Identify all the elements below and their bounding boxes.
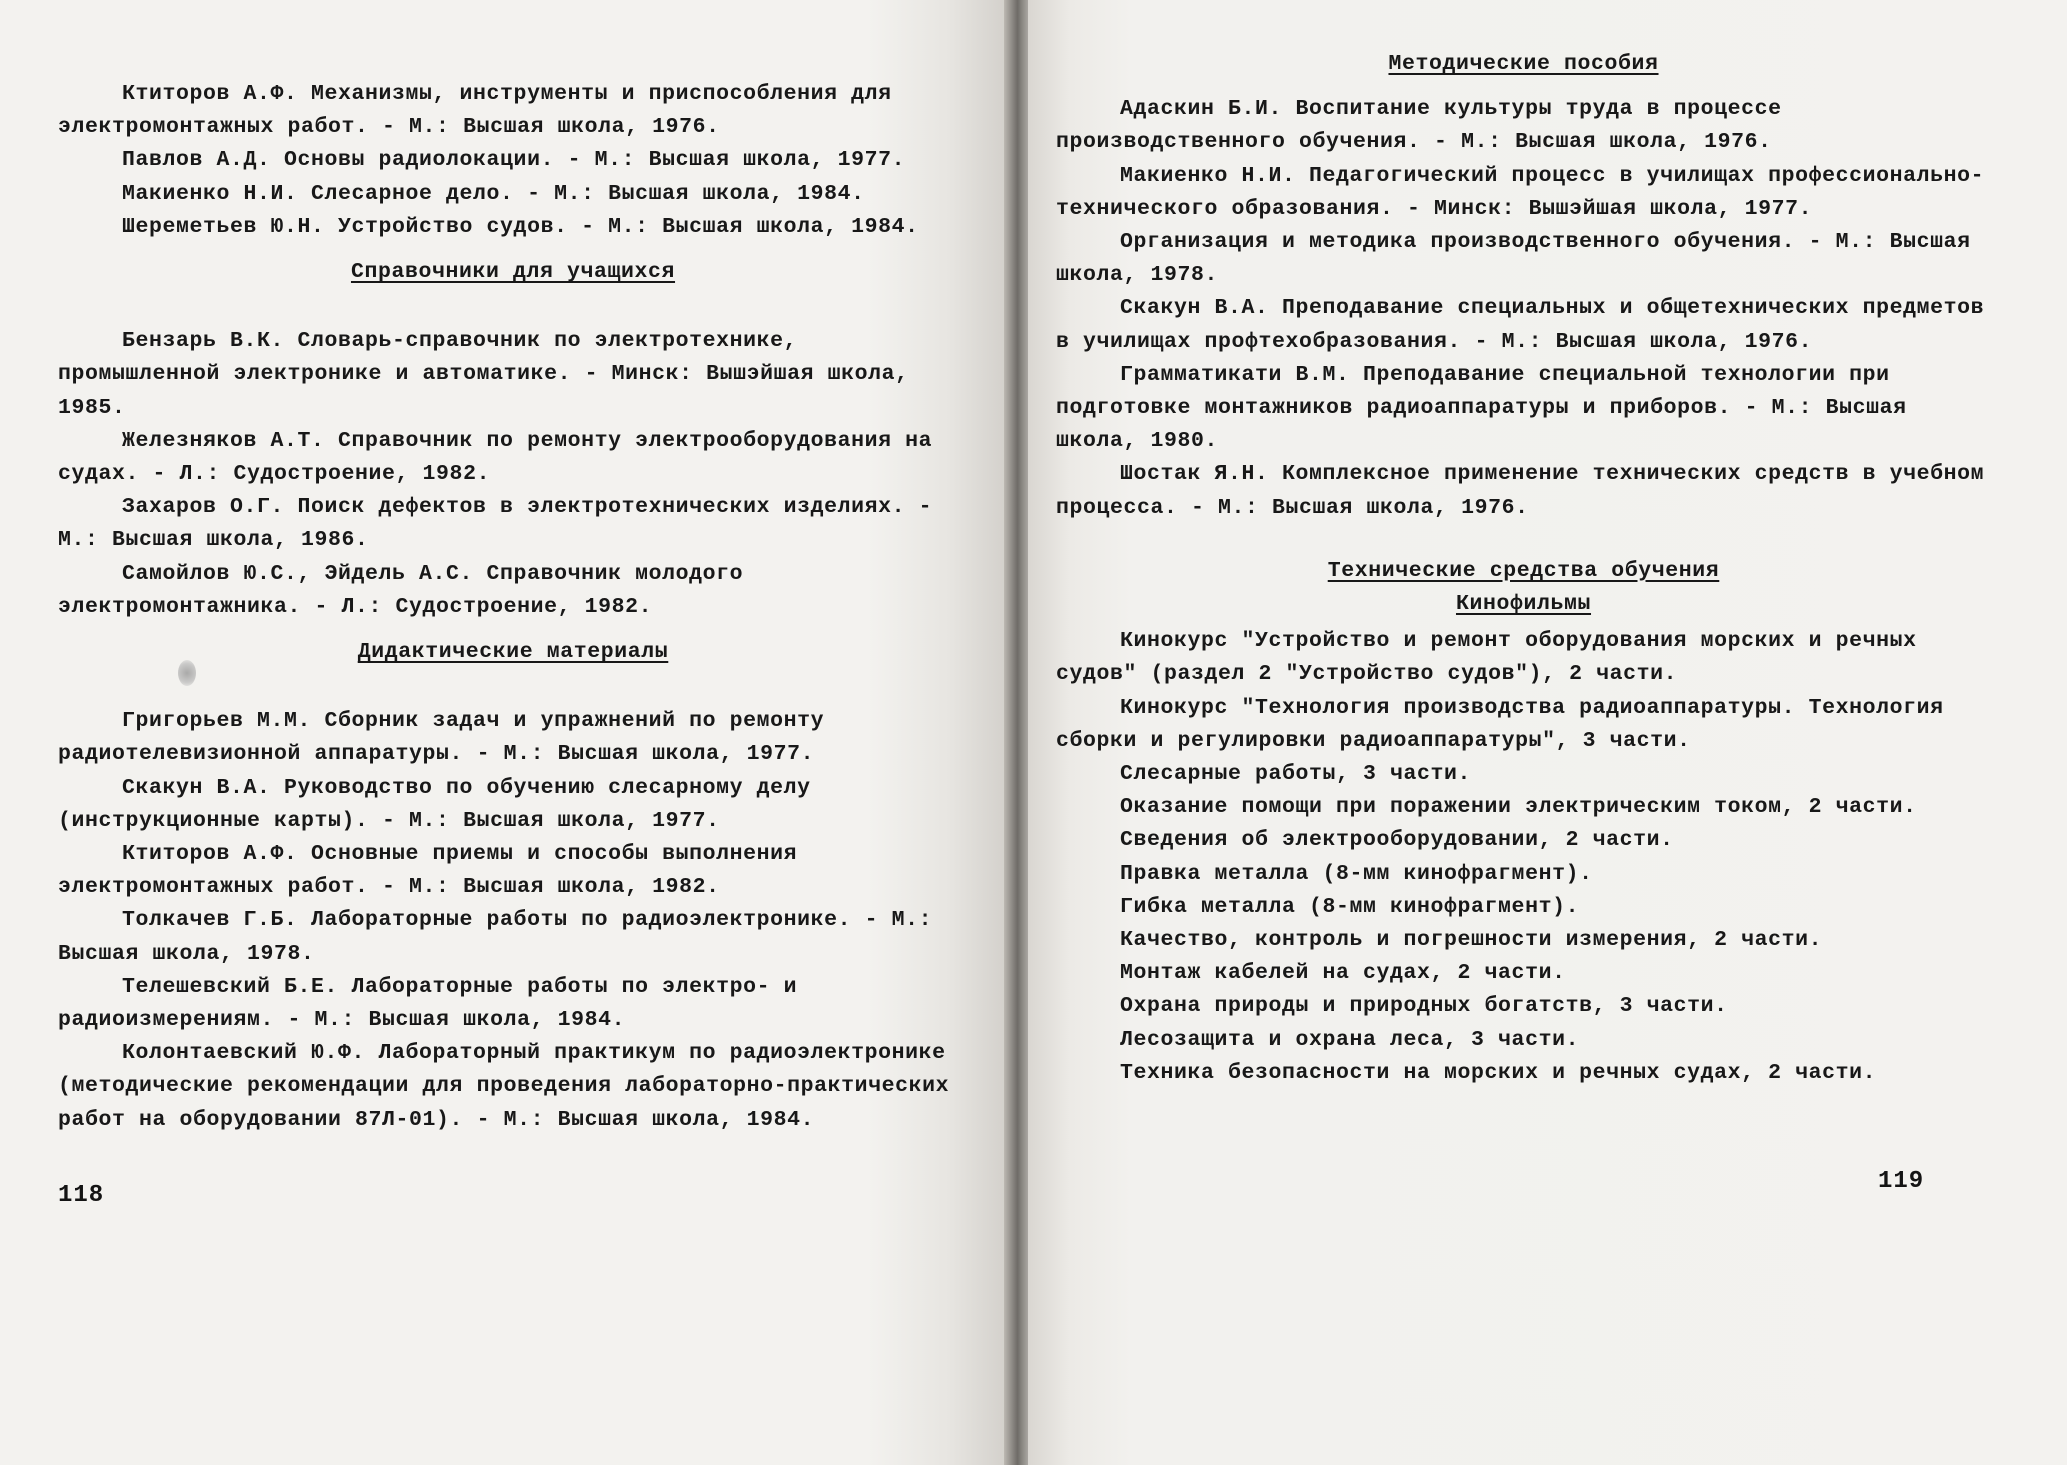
film-entry: Кинокурс "Устройство и ремонт оборудования морских и речных судов" (раздел 2 "Устройство судов"), 2 части.	[1056, 629, 1917, 687]
film-entry: Техника безопасности на морских и речных судах, 2 части.	[1120, 1060, 1877, 1085]
page-number-right: 119	[1878, 1168, 1925, 1195]
reference-entry: Шостак Я.Н. Комплексное применение технических средств в учебном процесса. - М.: Высшая школа, 1976.	[1056, 462, 1985, 520]
section-title-tech-means	[1056, 555, 1991, 621]
film-entry: Охрана природы и природных богатств, 3 части.	[1120, 994, 1728, 1019]
film-entry: Качество, контроль и погрешности измерения, 2 части.	[1120, 928, 1823, 953]
right-page	[1028, 0, 2067, 1465]
reference-entry: Телешевский Б.Е. Лабораторные работы по электро- и радиоизмерениям. - М.: Высшая школа, 1984.	[58, 974, 798, 1033]
reference-entry: Адаскин Б.И. Воспитание культуры труда в процессе производственного обучения. - М.: Высшая школа, 1976.	[1056, 97, 1782, 155]
film-entry: Кинокурс "Технология производства радиоаппаратуры. Технология сборки и регулировки радиоаппаратуры", 3 части.	[1056, 695, 1944, 753]
film-entry: Гибка металла (8-мм кинофрагмент).	[1120, 894, 1580, 919]
reference-entry: Скакун В.А. Преподавание специальных и общетехнических предметов в училищах профтехобразования. - М.: Высшая школа, 1976.	[1056, 296, 1985, 354]
reference-entry: Ктиторов А.Ф. Основные приемы и способы выполнения электромонтажных работ. - М.: Высшая школа, 1982.	[58, 842, 798, 900]
film-entry: Слесарные работы, 3 части.	[1120, 762, 1472, 787]
section-title-handbooks: Справочники для учащихся	[350, 260, 676, 285]
reference-entry: Скакун В.А. Руководство по обучению слесарному делу (инструкционные карты). - М.: Высшая школа, 1977.	[58, 775, 811, 833]
reference-entry: Ктиторов А.Ф. Механизмы, инструменты и приспособления для электромонтажных работ. - М.: Высшая школа, 1976.	[58, 82, 892, 140]
reference-entry: Грамматикати В.М. Преподавание специальной технологии при подготовке монтажников радиоаппаратуры и приборов. - М.: Высшая школа, 1980.	[1056, 362, 1907, 454]
reference-entry: Макиенко Н.И. Педагогический процесс в училищах профессионально-технического образования. - Минск: Вышэйшая школа, 1977.	[1056, 163, 1985, 221]
reference-entry: Макиенко Н.И. Слесарное дело. - М.: Высшая школа, 1984.	[122, 181, 865, 206]
film-entry: Правка металла (8-мм кинофрагмент).	[1120, 861, 1593, 886]
reference-entry: Бензарь В.К. Словарь-справочник по электротехнике, промышленной электронике и автоматике. - Минск: Вышэйшая школа, 1985.	[58, 329, 909, 420]
reference-entry: Павлов А.Д. Основы радиолокации. - М.: Высшая школа, 1977.	[122, 148, 906, 173]
film-entry: Оказание помощи при поражении электрическим током, 2 части.	[1120, 795, 1917, 820]
film-entry: Монтаж кабелей на судах, 2 части.	[1120, 961, 1566, 986]
film-entry: Сведения об электрооборудовании, 2 части.	[1120, 828, 1674, 853]
section-title-didactic: Дидактические материалы	[357, 640, 669, 665]
left-page-text	[58, 78, 968, 1137]
reference-entry: Колонтаевский Ю.Ф. Лабораторный практикум по радиоэлектронике (методические рекомендации для проведения лабораторно-практических работ на оборудовании 87Л-01). - М.: Высшая школа, 1984.	[58, 1041, 950, 1132]
page-number-left: 118	[58, 1182, 105, 1209]
section-subtitle-films: Кинофильмы	[1455, 592, 1592, 617]
reference-entry: Самойлов Ю.С., Эйдель А.С. Справочник молодого электромонтажника. - Л.: Судостроение, 1982.	[58, 561, 744, 619]
section-title-tech: Технические средства обучения	[1327, 558, 1720, 583]
right-page-text	[1056, 48, 1991, 1090]
reference-entry: Железняков А.Т. Справочник по ремонту электрооборудования на судах. - Л.: Судостроение, 1982.	[58, 428, 933, 487]
left-page	[0, 0, 1010, 1465]
reference-entry: Григорьев М.М. Сборник задач и упражнений по ремонту радиотелевизионной аппаратуры. - М.: Высшая школа, 1977.	[58, 709, 825, 767]
section-title-methods: Методические пособия	[1388, 52, 1659, 76]
reference-entry: Захаров О.Г. Поиск дефектов в электротехнических изделиях. - М.: Высшая школа, 1986.	[58, 495, 933, 553]
reference-entry: Организация и методика производственного обучения. - М.: Высшая школа, 1978.	[1056, 230, 1971, 288]
reference-entry: Шереметьев Ю.Н. Устройство судов. - М.: Высшая школа, 1984.	[122, 214, 919, 239]
film-entry: Лесозащита и охрана леса, 3 части.	[1120, 1027, 1580, 1052]
reference-entry: Толкачев Г.Б. Лабораторные работы по радиоэлектронике. - М.: Высшая школа, 1978.	[58, 908, 933, 966]
